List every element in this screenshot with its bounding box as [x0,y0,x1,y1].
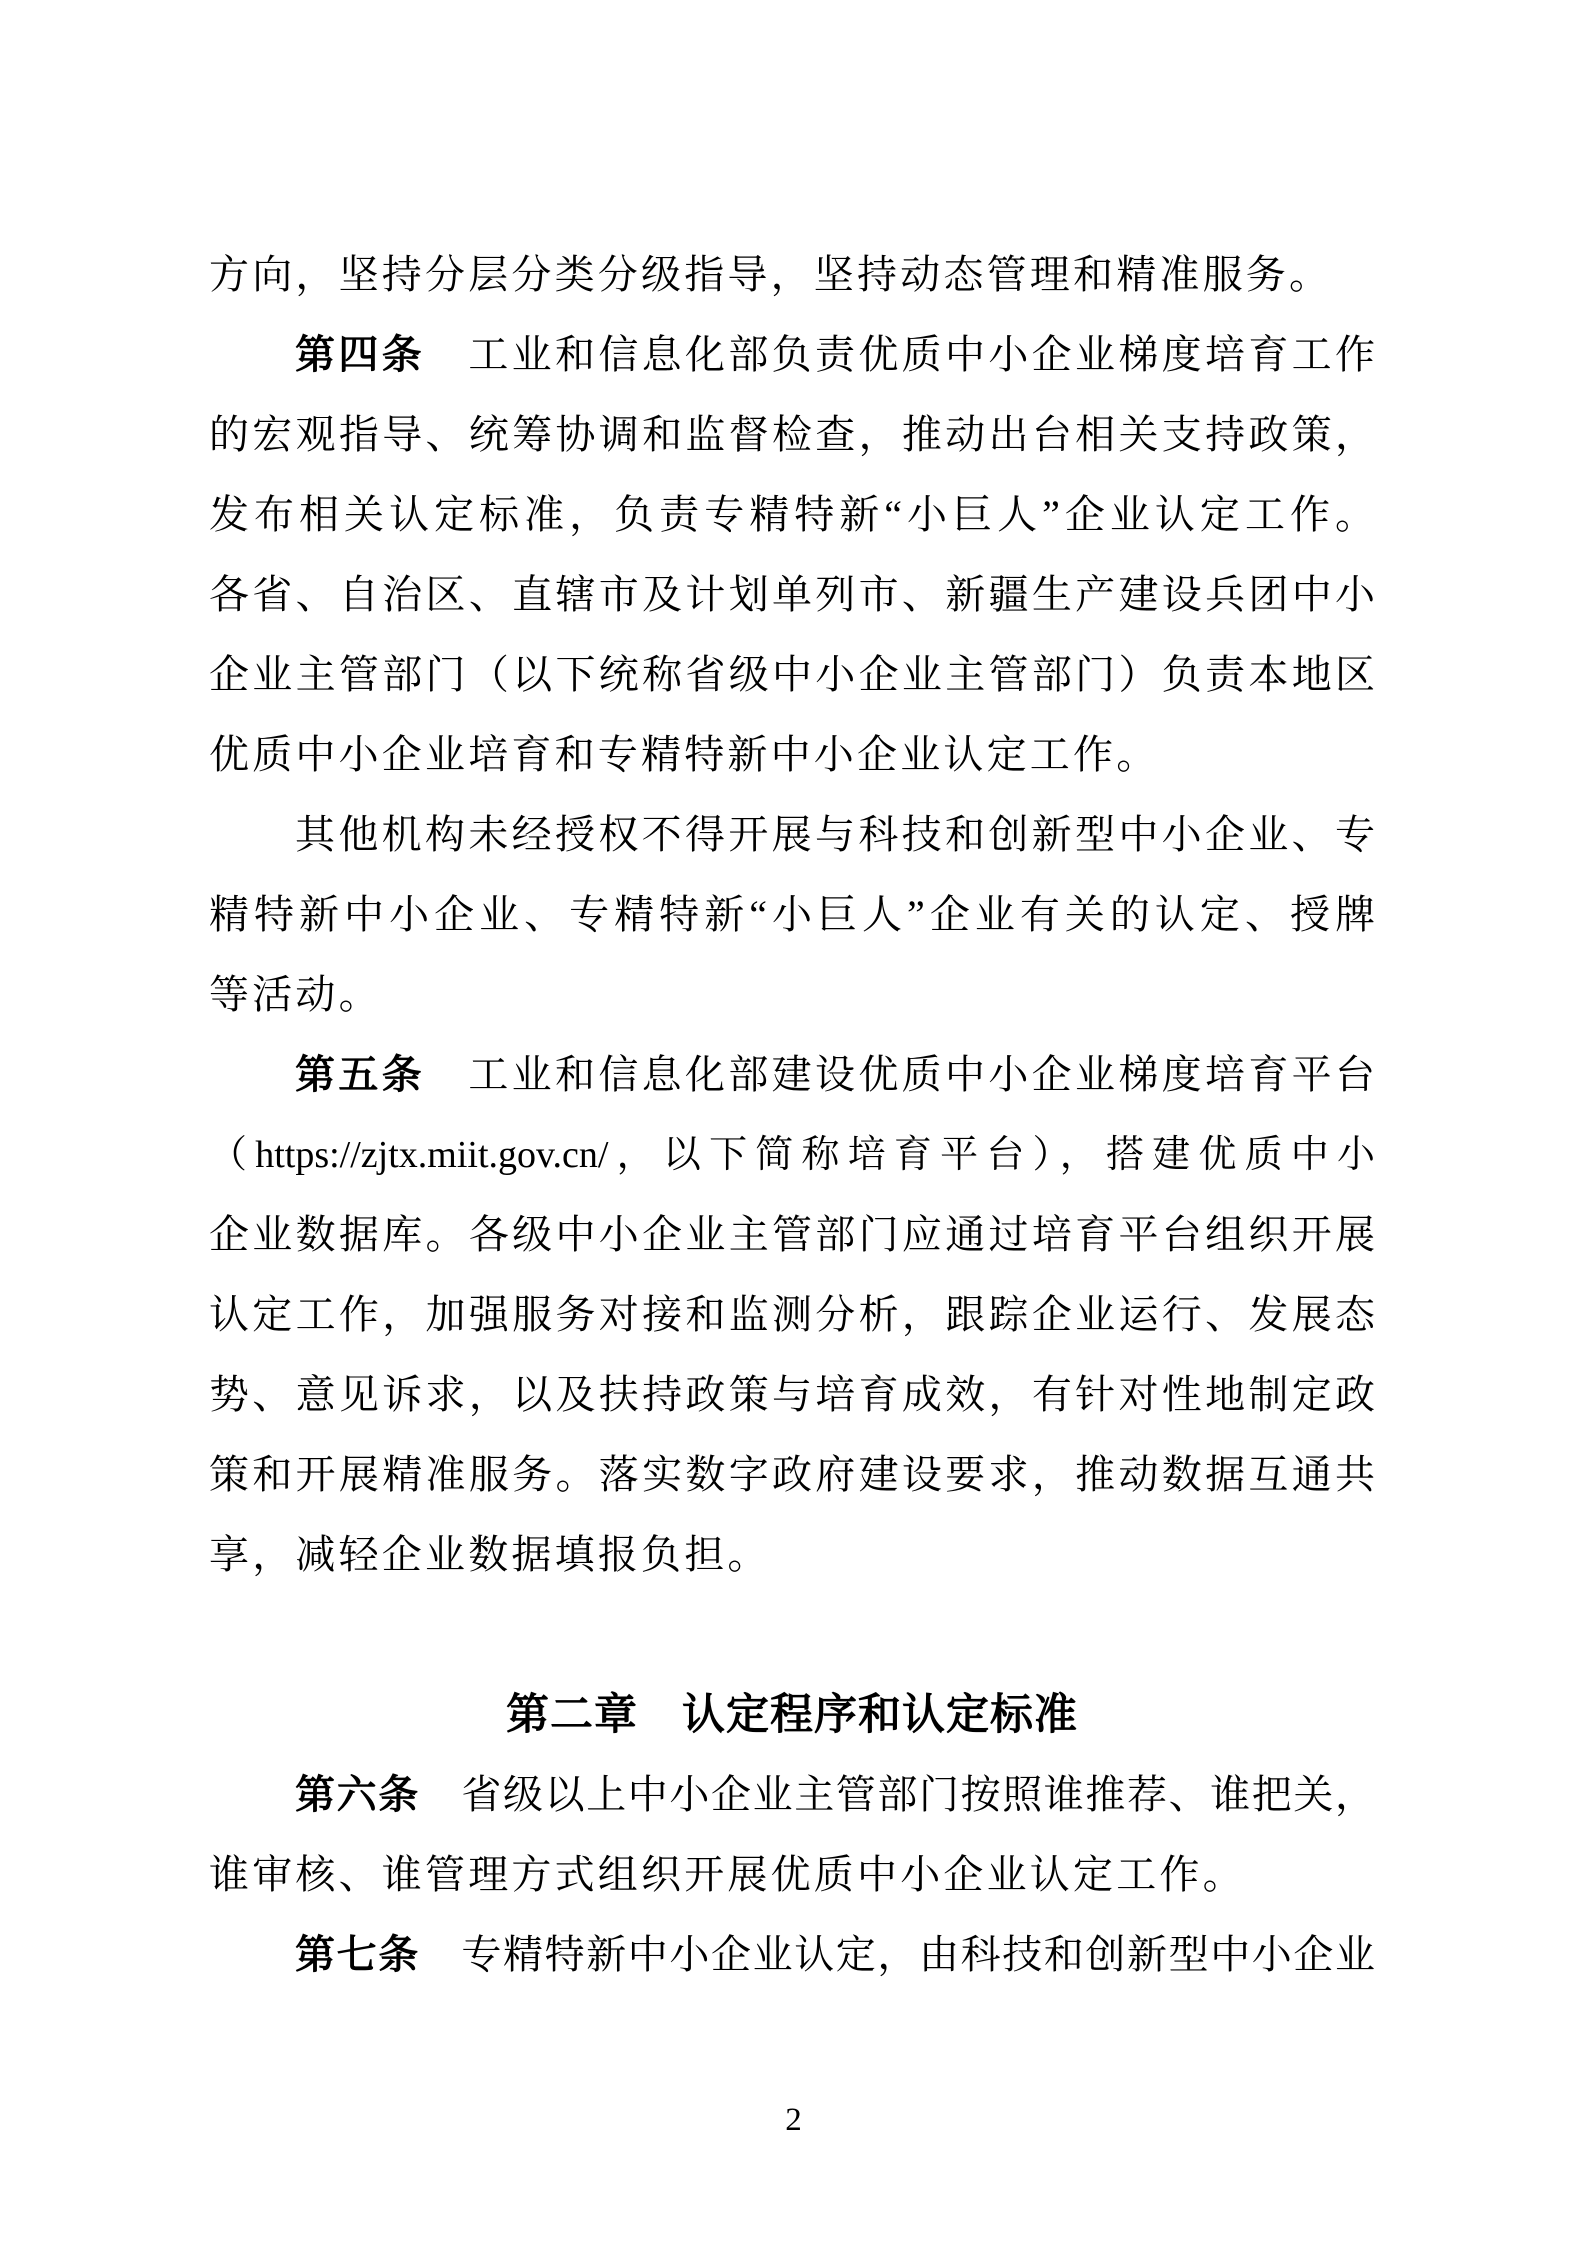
body-text: 发布相关认定标准，负责专精特新“小巨人”企业认定工作。 [209,492,1375,537]
chapter-heading [209,1675,1375,1755]
text-line [209,315,1375,395]
body-text: 方向，坚持分层分类分级指导，坚持动态管理和精准服务。 [209,252,1333,297]
text-line [209,1915,1375,1995]
page-number: 2 [785,2102,802,2138]
text-line [209,1515,1375,1595]
article-number-label: 第七条 [295,1933,462,1977]
text-line [209,1835,1375,1915]
body-text: 企业数据库。各级中小企业主管部门应通过培育平台组织开展 [209,1212,1375,1257]
text-line [209,1755,1375,1835]
text-line [209,955,1375,1035]
body-text: 享，减轻企业数据填报负担。 [209,1532,771,1577]
text-line [209,395,1375,475]
text-line [209,1035,1375,1115]
body-text: 企业主管部门（以下统称省级中小企业主管部门）负责本地区 [209,652,1375,697]
body-text: （https://zjtx.miit.gov.cn/，以下简称培育平台），搭建优质中小 [209,1134,1375,1176]
blank-line [209,1595,1375,1675]
body-text: 谁审核、谁管理方式组织开展优质中小企业认定工作。 [209,1852,1246,1897]
body-text: 优质中小企业培育和专精特新中小企业认定工作。 [209,732,1160,777]
text-line [209,1435,1375,1515]
body-text: 精特新中小企业、专精特新“小巨人”企业有关的认定、授牌 [209,892,1375,937]
body-text: 工业和信息化部负责优质中小企业梯度培育工作 [468,332,1376,377]
text-line [209,555,1375,635]
text-line [209,1275,1375,1355]
body-text: 的宏观指导、统筹协调和监督检查，推动出台相关支持政策， [209,412,1375,457]
body-text: 各省、自治区、直辖市及计划单列市、新疆生产建设兵团中小 [209,572,1375,617]
article-number-label: 第四条 [295,333,469,377]
body-text: 省级以上中小企业主管部门按照谁推荐、谁把关， [461,1772,1376,1817]
body-text: 策和开展精准服务。落实数字政府建设要求，推动数据互通共 [209,1452,1375,1497]
text-line [209,635,1375,715]
text-line [209,1195,1375,1275]
text-line [209,475,1375,555]
body-text: 等活动。 [209,972,382,1017]
text-line [209,715,1375,795]
text-line [209,235,1375,315]
article-number-label: 第二章 认定程序和认定标准 [506,1691,1078,1739]
text-line [209,875,1375,955]
text-line [209,1355,1375,1435]
body-text: 势、意见诉求，以及扶持政策与培育成效，有针对性地制定政 [209,1372,1375,1417]
text-line [209,795,1375,875]
body-text: 工业和信息化部建设优质中小企业梯度培育平台 [468,1052,1376,1097]
body-text: 其他机构未经授权不得开展与科技和创新型中小企业、专 [295,812,1375,857]
article-number-label: 第五条 [295,1053,469,1097]
body-text: 专精特新中小企业认定，由科技和创新型中小企业 [461,1932,1376,1977]
article-number-label: 第六条 [295,1773,462,1817]
body-text: 认定工作，加强服务对接和监测分析，跟踪企业运行、发展态 [209,1292,1375,1337]
document-body [209,235,1375,1995]
text-line [209,1115,1375,1195]
